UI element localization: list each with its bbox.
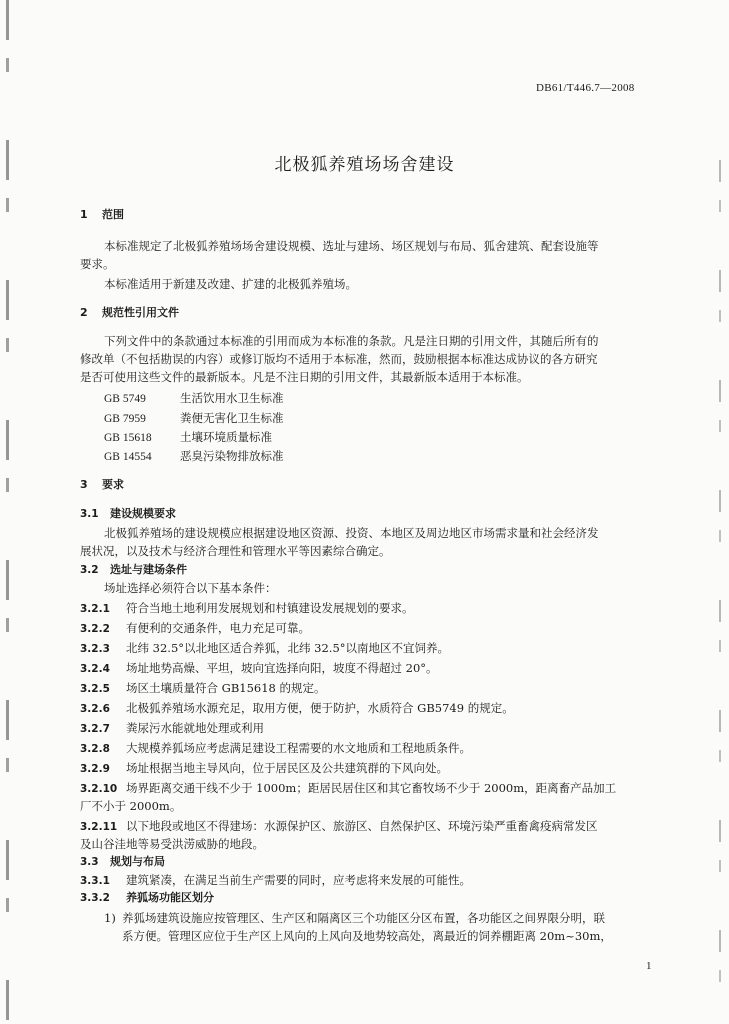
clause-item	[80, 620, 310, 637]
clause-item	[80, 872, 471, 889]
paragraph-line: 系方便。管理区应位于生产区上风向的上风向及地势较高处，离最近的饲养棚距离 20m~30m，	[122, 929, 612, 943]
section-3-heading	[80, 477, 124, 493]
clause-number: 3.2.5	[80, 683, 110, 695]
clause-number: 3.2.7	[80, 723, 110, 735]
clause-text: 符合当地土地利用发展规划和村镇建设发展规划的要求。	[126, 601, 414, 615]
reference-row	[104, 410, 284, 427]
paragraph-line: 及山谷洼地等易受洪涝威胁的地段。	[80, 837, 264, 851]
clause-number: 3.2.11	[80, 821, 118, 833]
section-2-heading	[80, 305, 179, 321]
paragraph-line: 场址选择必须符合以下基本条件：	[104, 581, 277, 595]
list-text: 养狐场建筑设施应按管理区、生产区和隔离区三个功能区分区布置，各功能区之间界限分明，联	[122, 911, 605, 925]
reference-row	[104, 390, 284, 407]
clause-text: 建筑紧凑，在满足当前生产需要的同时，应考虑将来发展的可能性。	[126, 873, 471, 887]
clause-text: 场址地势高燥、平坦，坡向宜选择向阳，坡度不得超过 20°。	[126, 661, 438, 675]
clause-item	[80, 780, 616, 797]
clause-text: 场界距离交通干线不少于 1000m；距居民居住区和其它畜牧场不少于 2000m，距离畜产品加工	[126, 781, 617, 795]
clause-text: 场址根据当地主导风向，位于居民区及公共建筑群的下风向处。	[126, 761, 448, 775]
clause-number: 3.2.1	[80, 603, 110, 615]
section-number: 3	[80, 478, 88, 491]
page-number: 1	[646, 960, 652, 972]
clause-number: 3.2.3	[80, 643, 110, 655]
reference-row	[104, 429, 272, 446]
clause-item	[80, 640, 449, 657]
clause-text: 北极狐养殖场水源充足，取用方便，便于防护，水质符合 GB5749 的规定。	[126, 701, 514, 715]
clause-number: 3.2.8	[80, 743, 110, 755]
clause-item	[80, 680, 326, 697]
subsection-title: 规划与布局	[110, 855, 165, 868]
reference-name: 恶臭污染物排放标准	[180, 449, 284, 463]
paragraph-line: 修改单（不包括勘误的内容）或修订版均不适用于本标准，然而，鼓励根据本标准达成协议的各方研究	[80, 352, 598, 366]
clause-number: 3.2.4	[80, 663, 110, 675]
reference-name: 粪便无害化卫生标准	[180, 411, 284, 425]
section-title: 要求	[102, 478, 124, 491]
paragraph-line: 展状况，以及技术与经济合理性和管理水平等因素综合确定。	[80, 544, 391, 558]
clause-number: 3.2.6	[80, 703, 110, 715]
clause-text: 粪尿污水能就地处理或利用	[126, 721, 264, 735]
clause-item	[80, 660, 438, 677]
subsection-3-1-heading	[80, 506, 176, 522]
standard-code: DB61/T446.7—2008	[536, 82, 635, 94]
clause-number: 3.3.1	[80, 875, 110, 887]
clause-item	[80, 700, 514, 717]
clause-text: 场区土壤质量符合 GB15618 的规定。	[126, 681, 326, 695]
clause-number: 3.2.9	[80, 763, 110, 775]
list-marker: 1)	[104, 911, 116, 925]
reference-code: GB 15618	[104, 432, 152, 444]
document-title: 北极狐养殖场场舍建设	[274, 155, 455, 175]
scan-edge-right	[719, 160, 721, 1020]
paragraph-line: 本标准适用于新建及改建、扩建的北极狐养殖场。	[104, 277, 357, 291]
subsection-number: 3.3	[80, 856, 99, 868]
subsection-3-3-heading	[80, 854, 165, 870]
section-title: 规范性引用文件	[102, 306, 179, 319]
clause-item	[80, 740, 471, 757]
paragraph-line: 是否可使用这些文件的最新版本。凡是不注日期的引用文件，其最新版本适用于本标准。	[80, 370, 529, 384]
paragraph-line: 下列文件中的条款通过本标准的引用而成为本标准的条款。凡是注日期的引用文件，其随后所有的	[104, 334, 599, 348]
paragraph-line: 厂不小于 2000m。	[80, 799, 182, 813]
reference-code: GB 7959	[104, 413, 146, 425]
subsection-3-2-heading	[80, 562, 187, 578]
list-item	[104, 910, 605, 926]
subsection-3-3-2-heading	[80, 890, 214, 906]
clause-item	[80, 720, 264, 737]
section-1-heading	[80, 207, 124, 223]
clause-item	[80, 818, 598, 835]
clause-text: 北纬 32.5°以北地区适合养狐，北纬 32.5°以南地区不宜饲养。	[126, 641, 450, 655]
clause-text: 大规模养狐场应考虑满足建设工程需要的水文地质和工程地质条件。	[126, 741, 471, 755]
clause-number: 3.2.10	[80, 783, 118, 795]
reference-row	[104, 448, 284, 465]
clause-text: 有便利的交通条件，电力充足可靠。	[126, 621, 310, 635]
reference-name: 土壤环境质量标准	[180, 430, 272, 444]
section-title: 范围	[102, 208, 124, 221]
paragraph-line: 北极狐养殖场的建设规模应根据建设地区资源、投资、本地区及周边地区市场需求量和社会经济发	[104, 526, 599, 540]
clause-number: 3.2.2	[80, 623, 110, 635]
subsection-number: 3.2	[80, 564, 99, 576]
clause-item	[80, 600, 414, 617]
reference-name: 生活饮用水卫生标准	[180, 391, 284, 405]
subsection-number: 3.3.2	[80, 892, 110, 904]
paragraph-line: 要求。	[80, 257, 115, 271]
subsection-title: 选址与建场条件	[110, 563, 187, 576]
subsection-title: 养狐场功能区划分	[126, 891, 214, 904]
clause-text: 以下地段或地区不得建场：水源保护区、旅游区、自然保护区、环境污染严重畜禽疫病常发区	[126, 819, 598, 833]
clause-item	[80, 760, 448, 777]
reference-code: GB 5749	[104, 393, 146, 405]
subsection-title: 建设规模要求	[110, 507, 176, 520]
reference-code: GB 14554	[104, 451, 152, 463]
section-number: 1	[80, 208, 88, 221]
subsection-number: 3.1	[80, 508, 99, 520]
paragraph-line: 本标准规定了北极狐养殖场场舍建设规模、选址与建场、场区规划与布局、狐舍建筑、配套设施等	[104, 239, 599, 253]
section-number: 2	[80, 306, 88, 319]
